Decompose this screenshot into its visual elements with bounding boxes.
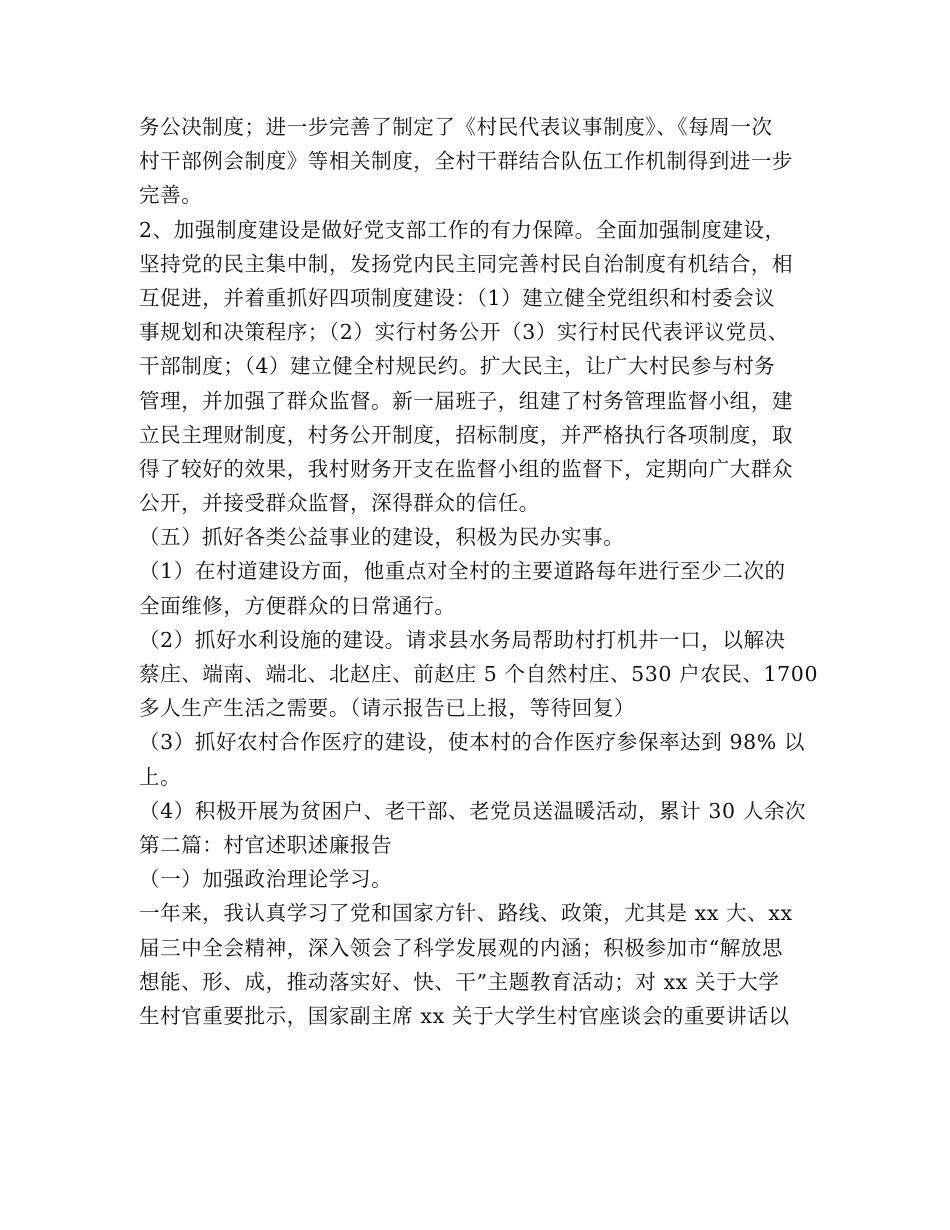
text-line: 管理，并加强了群众监督。新一届班子，组建了村务管理监督小组，建 <box>139 388 794 413</box>
text-line: 生村官重要批示，国家副主席 xx 关于大学生村官座谈会的重要讲话以 <box>139 1003 790 1028</box>
text-line: 届三中全会精神，深入领会了科学发展观的内涵；积极参加市“解放思 <box>139 935 784 960</box>
text-line: 想能、形、成，推动落实好、快、干”主题教育活动；对 xx 关于大学 <box>139 969 780 994</box>
text-line: 村干部例会制度》等相关制度，全村干群结合队伍工作机制得到进一步 <box>139 149 794 174</box>
text-line: （2）抓好水利设施的建设。请求县水务局帮助村打机井一口，以解决 <box>139 627 786 652</box>
text-line: 一年来，我认真学习了党和国家方针、路线、政策，尤其是 xx 大、xx <box>139 901 793 926</box>
text-line: 多人生产生活之需要。（请示报告已上报，等待回复） <box>139 696 636 721</box>
text-line: （3）抓好农村合作医疗的建设，使本村的合作医疗参保率达到 98% 以 <box>139 730 806 755</box>
text-line: 完善。 <box>139 183 203 208</box>
text-line: 互促进，并着重抓好四项制度建设：（1）建立健全党组织和村委会议 <box>139 285 776 310</box>
text-line: （4）积极开展为贫困户、老干部、老党员送温暖活动，累计 30 人余次 <box>139 798 807 823</box>
text-line: 干部制度；（4）建立健全村规民约。扩大民主，让广大村民参与村务 <box>139 354 776 379</box>
text-line: 立民主理财制度，村务公开制度，招标制度，并严格执行各项制度，取 <box>139 422 794 447</box>
text-line: 2、加强制度建设是做好党支部工作的有力保障。全面加强制度建设， <box>139 217 786 242</box>
text-line: 得了较好的效果，我村财务开支在监督小组的监督下，定期向广大群众 <box>139 456 794 481</box>
chapter-title: 第二篇：村官述职述廉报告 <box>139 832 393 857</box>
text-line: 坚持党的民主集中制，发扬党内民主同完善村民自治制度有机结合，相 <box>139 251 794 276</box>
text-line: 蔡庄、端南、端北、北赵庄、前赵庄 5 个自然村庄、530 户农民、1700 <box>139 662 819 686</box>
document-body <box>139 110 819 1033</box>
text-line: 公开，并接受群众监督，深得群众的信任。 <box>139 491 540 516</box>
text-line: （1）在村道建设方面，他重点对全村的主要道路每年进行至少二次的 <box>139 559 786 584</box>
section-heading: （五）抓好各类公益事业的建设，积极为民办实事。 <box>139 525 625 550</box>
text-line: 事规划和决策程序；（2）实行村务公开（3）实行村民代表评议党员、 <box>139 320 790 345</box>
text-line: 上。 <box>139 764 182 789</box>
text-line: 务公决制度；进一步完善了制定了《村民代表议事制度》、《每周一次 <box>139 115 773 139</box>
section-heading: （一）加强政治理论学习。 <box>139 867 393 892</box>
text-line: 全面维修，方便群众的日常通行。 <box>139 593 456 618</box>
